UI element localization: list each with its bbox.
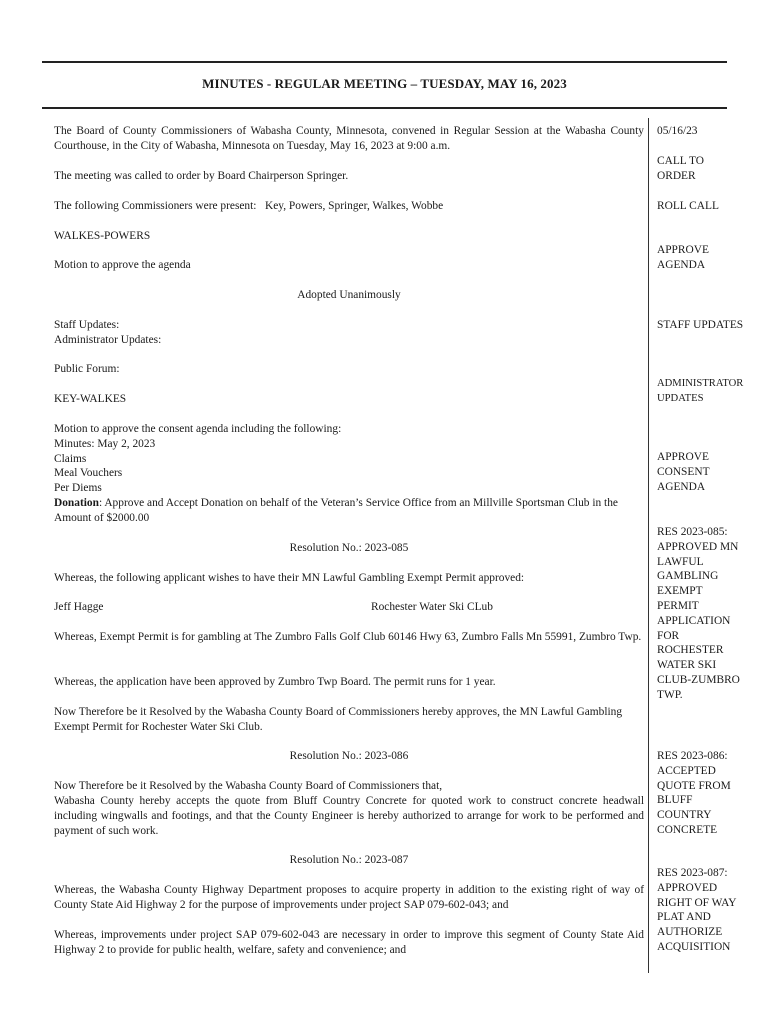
donation-label: Donation	[54, 497, 99, 509]
consent-item-minutes: Minutes: May 2, 2023	[54, 438, 156, 450]
consent-item-donation	[54, 496, 644, 526]
resolution-086-therefore: Now Therefore be it Resolved by the Wabasha County Board of Commissioners that,	[54, 780, 443, 792]
agenda-adopted: Adopted Unanimously	[297, 289, 401, 301]
agenda-motion-movers: WALKES-POWERS	[54, 230, 151, 242]
opening-paragraph: The Board of County Commissioners of Wabasha County, Minnesota, convened in Regular Session at the Wabasha County Courthouse, in the City of Wabasha, Minnesota on Tuesday, May 16, 2023 at 9:00 a.m.	[54, 125, 644, 152]
top-rule	[42, 61, 727, 63]
resolution-087-whereas-1: Whereas, the Wabasha County Highway Department proposes to acquire property in addition to the existing right of way of County State Aid Highway 2 for the purpose of improvements under project SAP 079-602-043; and	[54, 884, 644, 911]
column-divider	[648, 118, 649, 973]
call-to-order-text: The meeting was called to order by Board Chairperson Springer.	[54, 170, 349, 182]
resolution-085-heading: Resolution No.: 2023-085	[289, 542, 409, 554]
resolution-085-whereas-2: Whereas, Exempt Permit is for gambling at The Zumbro Falls Golf Club 60146 Hwy 63, Zumbro Falls Mn 55991, Zumbro Twp.	[54, 631, 642, 643]
resolution-085-organization: Rochester Water Ski CLub	[371, 601, 493, 613]
sidebar-roll-call: ROLL CALL	[657, 200, 719, 212]
resolution-087-whereas-2: Whereas, improvements under project SAP 079-602-043 are necessary in order to improve this segment of County State Aid Highway 2 to provide for public health, welfare, safety and convenience; and	[54, 929, 644, 956]
consent-item-per-diems: Per Diems	[54, 482, 102, 494]
donation-text: : Approve and Accept Donation on behalf of the Veteran’s Service Office from an Millville Sportsman Club in the Amount of $2000.00	[54, 497, 618, 524]
resolution-087-heading: Resolution No.: 2023-087	[289, 854, 409, 866]
resolution-085-therefore: Now Therefore be it Resolved by the Wabasha County Board of Commissioners hereby approves, the MN Lawful Gambling Exempt Permit for Rochester Water Ski Club.	[54, 706, 623, 733]
sidebar-call-to-order: CALL TO ORDER	[657, 155, 704, 182]
consent-item-claims: Claims	[54, 453, 87, 465]
sidebar-approve-consent-agenda: APPROVE CONSENT AGENDA	[657, 451, 710, 493]
sidebar-staff-updates: STAFF UPDATES	[657, 319, 744, 331]
title-rule	[42, 107, 727, 109]
resolution-085-whereas-1: Whereas, the following applicant wishes to have their MN Lawful Gambling Exempt Permit approved:	[54, 572, 525, 584]
consent-item-meal-vouchers: Meal Vouchers	[54, 467, 123, 479]
document-title: MINUTES - REGULAR MEETING – TUESDAY, MAY 16, 2023	[202, 76, 567, 91]
public-forum-label: Public Forum:	[54, 363, 120, 375]
resolution-086-text: Wabasha County hereby accepts the quote from Bluff Country Concrete for quoted work to construct concrete headwall including wingwalls and footings, and that the County Engineer is hereby authorized to arrange for work to be performed and payment of such work.	[54, 795, 644, 837]
resolution-085-applicant: Jeff Hagge	[54, 601, 104, 613]
sidebar-approve-agenda: APPROVE AGENDA	[657, 244, 709, 271]
agenda-motion-text: Motion to approve the agenda	[54, 259, 191, 271]
roll-call-text: The following Commissioners were present: Key, Powers, Springer, Walkes, Wobbe	[54, 200, 444, 212]
sidebar-resolution-087: RES 2023-087: APPROVED RIGHT OF WAY PLAT AND AUTHORIZE ACQUISITION	[657, 867, 737, 953]
staff-updates-label: Staff Updates:	[54, 319, 120, 331]
administrator-updates-label: Administrator Updates:	[54, 334, 162, 346]
sidebar-date: 05/16/23	[657, 125, 698, 137]
sidebar-resolution-086: RES 2023-086: ACCEPTED QUOTE FROM BLUFF COUNTRY CONCRETE	[657, 750, 731, 836]
sidebar-administrator-updates: ADMINISTRATOR UPDATES	[657, 378, 744, 404]
resolution-085-whereas-3: Whereas, the application have been approved by Zumbro Twp Board. The permit runs for 1 year.	[54, 676, 496, 688]
consent-motion-movers: KEY-WALKES	[54, 393, 127, 405]
resolution-086-heading: Resolution No.: 2023-086	[289, 750, 409, 762]
sidebar-resolution-085: RES 2023-085: APPROVED MN LAWFUL GAMBLING EXEMPT PERMIT APPLICATION FOR ROCHESTER WATER SKI CLUB-ZUMBRO TWP.	[657, 526, 740, 701]
consent-intro: Motion to approve the consent agenda including the following:	[54, 423, 342, 435]
